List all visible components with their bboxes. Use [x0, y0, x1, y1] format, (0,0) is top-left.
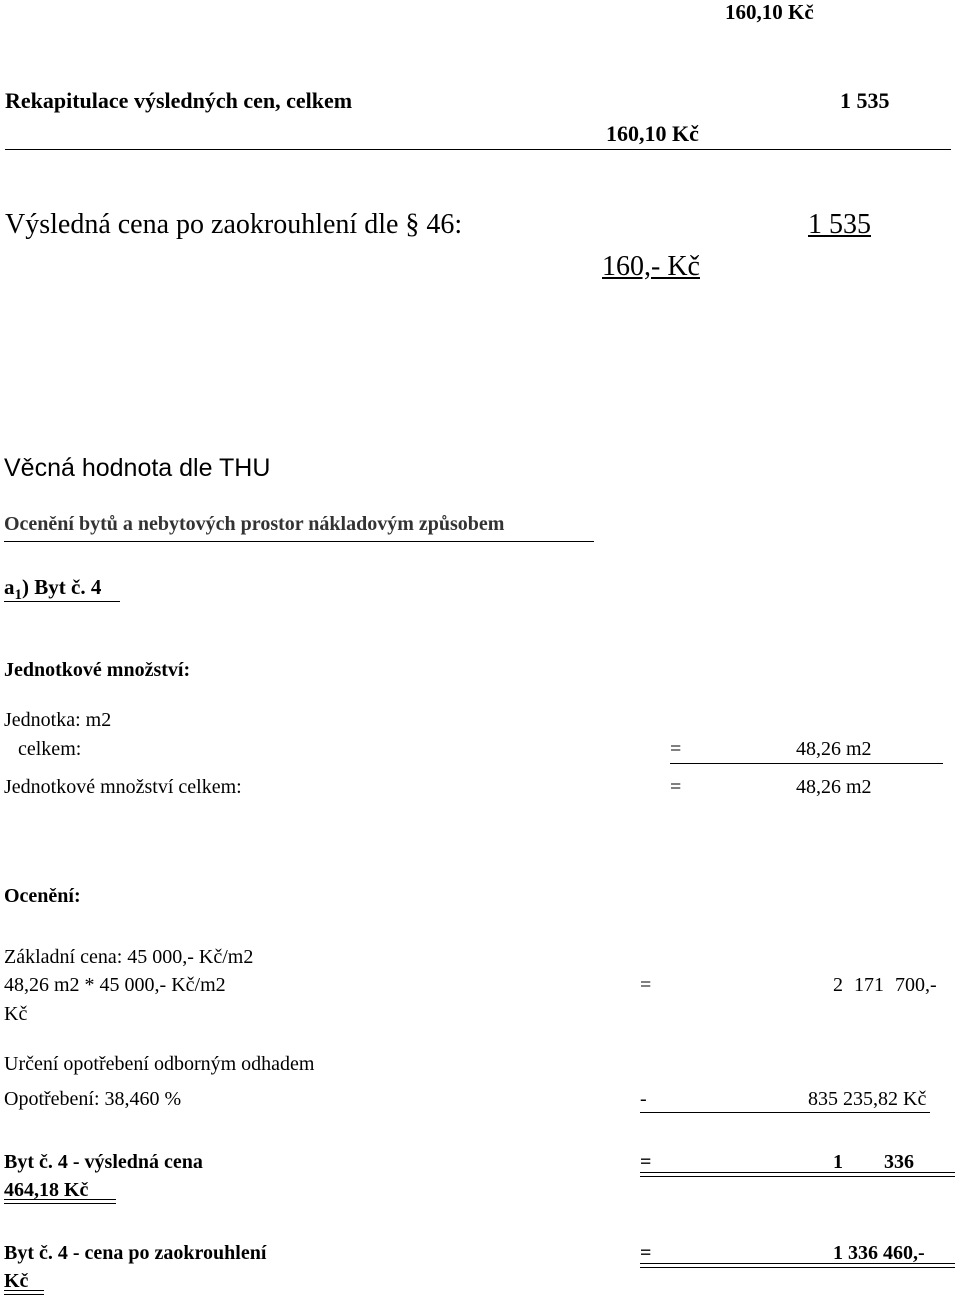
wear-underline: [640, 1112, 930, 1113]
unit-line: Jednotka: m2: [4, 709, 112, 731]
section-title: Věcná hodnota dle THU: [4, 454, 271, 482]
recap-underline: [5, 149, 951, 150]
rounded-value-line1: 1 535: [808, 209, 871, 240]
final-cont-underline: [4, 1290, 44, 1295]
wear-op: -: [640, 1088, 647, 1110]
quantity-total-value: 48,26 m2: [796, 738, 872, 760]
subsection-title: Ocenění bytů a nebytových prostor nákladovým způsobem: [4, 513, 505, 535]
quantity-sum-eq: =: [670, 776, 682, 798]
recap-value-line1: 1 535: [840, 88, 890, 113]
quantity-total-underline: [670, 763, 943, 764]
final-underline: [640, 1263, 955, 1268]
recap-label: Rekapitulace výsledných cen, celkem: [5, 88, 353, 113]
result-label: Byt č. 4 - výsledná cena: [4, 1151, 203, 1173]
calc-label: 48,26 m2 * 45 000,- Kč/m2: [4, 974, 226, 996]
quantity-sum-value: 48,26 m2: [796, 776, 872, 798]
final-value: 1 336 460,-: [833, 1242, 925, 1264]
final-eq: =: [640, 1242, 652, 1264]
quantity-total-label: celkem:: [18, 738, 82, 760]
quantity-total-eq: =: [670, 738, 682, 760]
subsection-underline: [4, 541, 594, 542]
item-underline: [4, 601, 120, 602]
recap-value-line2: 160,10 Kč: [606, 121, 699, 146]
rounded-value-line2: 160,- Kč: [602, 251, 700, 282]
result-eq: =: [640, 1151, 652, 1173]
valuation-heading: Ocenění:: [4, 885, 81, 907]
quantity-sum-label: Jednotkové množství celkem:: [4, 776, 242, 798]
result-underline: [640, 1172, 955, 1177]
base-price: Základní cena: 45 000,- Kč/m2: [4, 946, 254, 968]
rounded-label: Výsledná cena po zaokrouhlení dle § 46:: [5, 209, 463, 240]
calc-value: 2 171 700,-: [833, 974, 937, 996]
final-label: Byt č. 4 - cena po zaokrouhlení: [4, 1242, 267, 1264]
result-value-cont: 464,18 Kč: [4, 1179, 89, 1201]
wear-label: Opotřebení: 38,460 %: [4, 1088, 182, 1110]
item-title: $a_1$) Byt č. 4: [4, 575, 102, 603]
quantity-heading: Jednotkové množství:: [4, 659, 191, 681]
calc-eq: =: [640, 974, 652, 996]
calc-value-cont: Kč: [4, 1003, 28, 1025]
wear-value: 835 235,82 Kč: [808, 1088, 927, 1110]
carried-total: 160,10 Kč: [725, 0, 814, 24]
final-value-cont: Kč: [4, 1270, 29, 1292]
wear-heading: Určení opotřebení odborným odhadem: [4, 1053, 315, 1075]
result-value: 1 336: [833, 1151, 914, 1173]
result-cont-underline: [4, 1199, 116, 1204]
